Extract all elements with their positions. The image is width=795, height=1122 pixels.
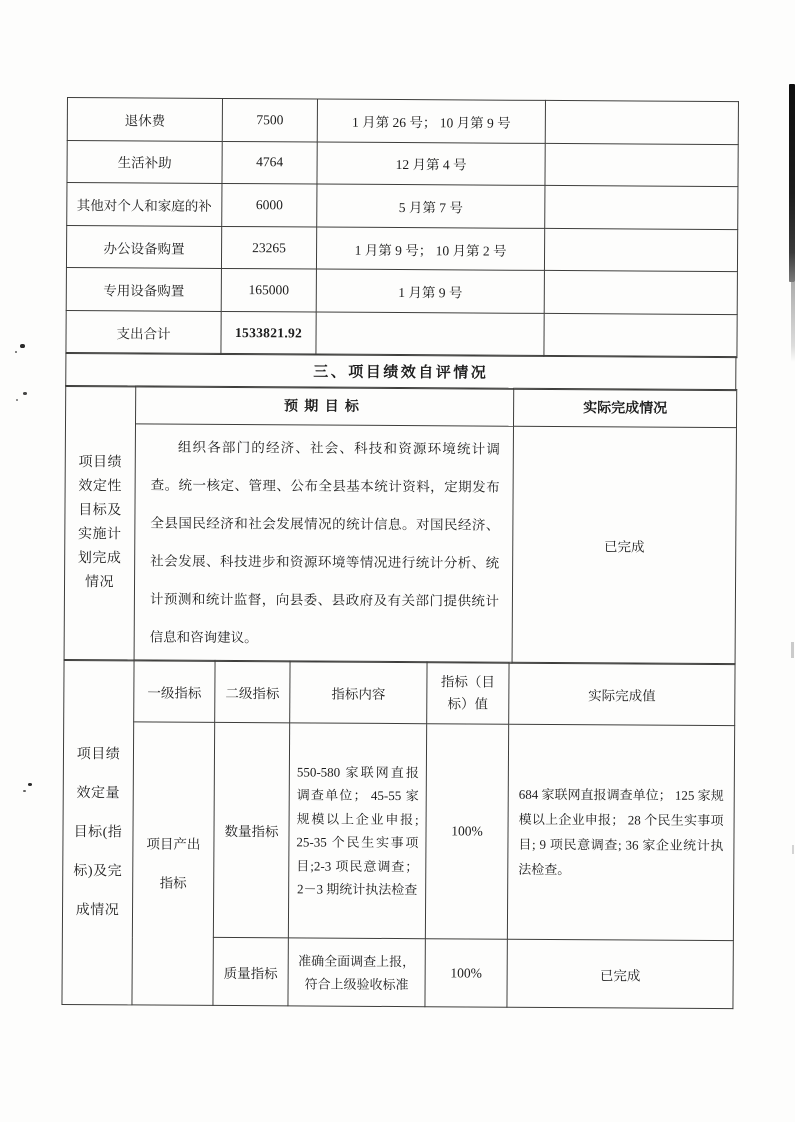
indicator-content-header: 指标内容: [290, 661, 427, 724]
expense-voucher-dates: 5 月第 7 号: [317, 184, 545, 228]
level1-indicator-header: 一级指标: [134, 660, 215, 722]
expense-note: [545, 143, 738, 187]
scan-speck: [16, 399, 18, 401]
expense-voucher-dates: 1 月第 9 号: [316, 269, 544, 313]
expense-amount: 7500: [222, 98, 317, 141]
indicator-actual-value: 已完成: [507, 939, 733, 1008]
indicator-target-value: 100%: [425, 939, 507, 1007]
expense-voucher-dates: 12 月第 4 号: [317, 142, 545, 186]
level2-indicator-name: 质量指标: [213, 938, 288, 1006]
expense-item: 退休费: [67, 98, 222, 142]
qualitative-row-label: 项目绩 效定性 目标及 实施计 划完成 情况: [64, 385, 136, 660]
expense-item: 专用设备购置: [66, 268, 221, 312]
level2-indicator-name: 数量指标: [213, 723, 289, 938]
quantitative-header-row: [64, 660, 735, 726]
expense-note: [545, 100, 738, 144]
expense-row-total: [66, 310, 737, 357]
scan-speck: [15, 351, 17, 353]
indicator-actual-value: 684 家联网直报调查单位； 125 家规模以上企业申报； 28 个民生实事项目; 9 项民意调查; 36 家企业统计执法检查。: [507, 724, 734, 940]
indicator-target-header: 指标（目 标）值: [427, 662, 509, 724]
expense-note: [544, 271, 737, 315]
expense-row-retirement: [67, 98, 738, 145]
expense-amount: 165000: [221, 269, 316, 312]
indicator-content-text: 准确全面调查上报，符合上级验收标准: [288, 938, 425, 1007]
qualitative-goals-table: [64, 385, 738, 665]
expense-item: 生活补助: [67, 140, 222, 184]
scan-speck: [23, 392, 27, 395]
scan-artifact-right-streak-fade: [791, 282, 795, 362]
qualitative-body-row: [64, 423, 736, 664]
document-content: [61, 97, 738, 1009]
quantitative-row-label: 项目绩 效定量 目标(指 标)及完 成情况: [62, 660, 134, 1005]
expense-amount: 23265: [221, 226, 316, 269]
expense-amount: 6000: [222, 184, 317, 227]
scan-speck: [28, 783, 32, 786]
scan-artifact-right-dot: [791, 642, 794, 658]
project-output-indicator-label: 项目产出 指标: [132, 722, 215, 1005]
expense-note: [544, 228, 737, 272]
actual-completion-text: 已完成: [512, 426, 736, 664]
expense-row-living-subsidy: [67, 140, 738, 187]
scan-artifact-right-streak: [789, 84, 795, 282]
expense-total-amount: 1533821.92: [221, 311, 316, 354]
actual-value-header: 实际完成值: [509, 662, 735, 725]
expenditure-table: [65, 97, 739, 358]
expense-row-special-equipment: [66, 268, 737, 315]
level2-indicator-header: 二级指标: [215, 661, 290, 723]
expense-voucher-dates: [316, 312, 544, 356]
expense-note: [545, 186, 738, 230]
expense-voucher-dates: 1 月第 26 号； 10 月第 9 号: [317, 99, 545, 143]
quantitative-indicators-table: [61, 659, 735, 1009]
qualitative-header-row: [66, 385, 737, 427]
expected-goal-text: 组织各部门的经济、社会、科技和资源环境统计调查。统一核定、管理、公布全县基本统计资料，定期发布全县国民经济和社会发展情况的统计信息。对国民经济、社会发展、科技进步和资源环境等情况进行统计分析、统计预测和统计监督，向县委、县政府及有关部门提供统计信息和咨询建议。: [134, 424, 513, 663]
scan-speck: [20, 344, 25, 348]
expense-row-other-family: [67, 183, 738, 230]
expense-row-office-equipment: [66, 225, 737, 272]
actual-completion-header: 实际完成情况: [513, 388, 736, 427]
expense-amount: 4764: [222, 141, 317, 184]
scan-artifact-right-dot: [792, 845, 794, 854]
expense-note: [544, 313, 737, 357]
section3-title: 三、项目绩效自评情况: [65, 352, 736, 391]
scan-speck: [23, 790, 26, 792]
expected-goal-header: 预期目标: [136, 386, 514, 426]
expense-voucher-dates: 1 月第 9 号； 10 月第 2 号: [316, 227, 544, 271]
expense-total-label: 支出合计: [66, 310, 221, 354]
expense-item: 其他对个人和家庭的补: [67, 183, 222, 227]
expense-item: 办公设备购置: [66, 225, 221, 269]
indicator-target-value: 100%: [425, 724, 508, 939]
indicator-content-text: 550-580 家联网直报调查单位； 45-55 家规模以上企业申报; 25-35 个民生实事项目;2-3 项民意调查； 2－3 期统计执法检查: [288, 723, 426, 939]
quantity-indicator-row: [62, 722, 734, 941]
